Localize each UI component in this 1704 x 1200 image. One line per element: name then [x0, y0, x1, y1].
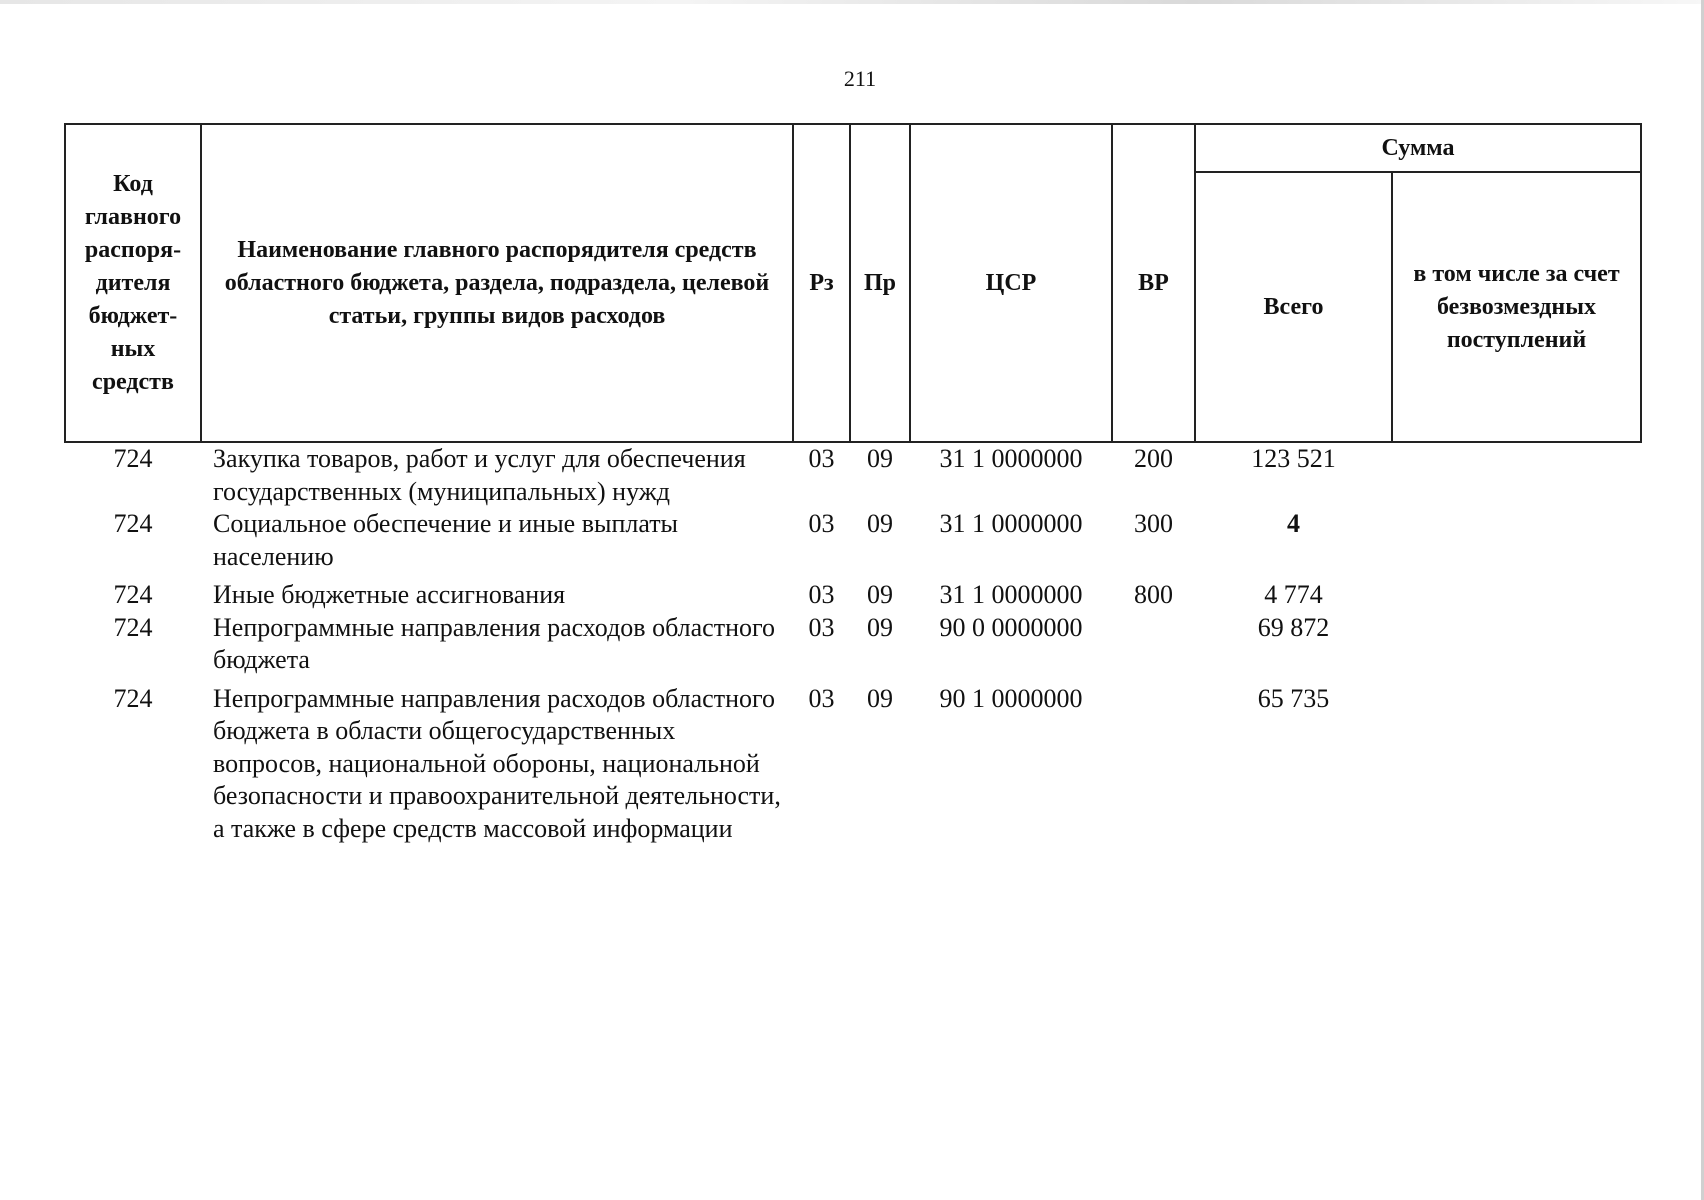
table-row	[65, 683, 1641, 846]
cell-vr: 200	[1134, 444, 1173, 473]
cell-name: Социальное обеспечение и иные выплаты населению	[213, 509, 679, 571]
table-row	[65, 612, 1641, 683]
table-row	[65, 579, 1641, 612]
header-pr: Пр	[850, 124, 910, 442]
header-name: Наименование главного распорядителя средств областного бюджета, раздела, подраздела, целевой статьи, группы видов расходов	[201, 124, 793, 442]
cell-pr: 09	[867, 683, 893, 713]
cell-pr: 09	[867, 612, 893, 642]
cell-grants	[1392, 579, 1641, 612]
cell-pr: 09	[867, 509, 893, 538]
cell-rz: 03	[808, 509, 835, 538]
cell-grants	[1392, 442, 1641, 508]
table-header	[65, 124, 1641, 442]
header-csr: ЦСР	[910, 124, 1112, 442]
cell-csr: 31 1 0000000	[939, 580, 1083, 609]
cell-code: 724	[113, 580, 153, 609]
cell-name: Непрограммные направления расходов областного бюджета	[213, 612, 775, 674]
header-vr: ВР	[1112, 124, 1195, 442]
cell-grants	[1392, 612, 1641, 683]
cell-csr: 90 1 0000000	[939, 683, 1083, 713]
cell-vr: 800	[1134, 580, 1173, 609]
cell-pr: 09	[867, 580, 893, 609]
cell-name: Закупка товаров, работ и услуг для обеспечения государственных (муниципальных) нужд	[213, 444, 746, 506]
cell-total: 4	[1287, 509, 1300, 538]
cell-total: 65 735	[1257, 683, 1330, 713]
cell-csr: 31 1 0000000	[939, 509, 1083, 538]
cell-total: 4 774	[1264, 580, 1323, 609]
header-sum: Сумма	[1195, 124, 1641, 172]
cell-grants	[1392, 508, 1641, 579]
header-grants: в том числе за счет безвозмездных поступлений	[1392, 172, 1641, 442]
table-row	[65, 442, 1641, 508]
cell-vr	[1112, 683, 1195, 846]
cell-csr: 90 0 0000000	[939, 612, 1083, 642]
cell-code: 724	[113, 683, 153, 713]
cell-rz: 03	[808, 580, 835, 609]
cell-code: 724	[113, 612, 153, 642]
cell-grants	[1392, 683, 1641, 846]
cell-csr: 31 1 0000000	[939, 444, 1083, 473]
header-total: Всего	[1195, 172, 1392, 442]
cell-vr: 300	[1134, 509, 1173, 538]
cell-vr	[1112, 612, 1195, 683]
table-body	[65, 442, 1641, 845]
cell-code: 724	[113, 509, 153, 538]
cell-rz: 03	[808, 444, 835, 473]
scan-edge-top	[0, 0, 1704, 4]
header-code: Код главного распоря-дителя бюджет-ных средств	[65, 124, 201, 442]
cell-pr: 09	[867, 444, 893, 473]
cell-rz: 03	[808, 612, 835, 642]
cell-name: Иные бюджетные ассигнования	[213, 580, 566, 609]
table-row	[65, 508, 1641, 579]
header-rz: Рз	[793, 124, 850, 442]
page-number: 211	[843, 66, 877, 91]
cell-total: 69 872	[1257, 612, 1330, 642]
cell-total: 123 521	[1251, 444, 1336, 473]
cell-rz: 03	[808, 683, 835, 713]
cell-code: 724	[113, 444, 153, 473]
budget-table	[64, 123, 1642, 845]
cell-name: Непрограммные направления расходов областного бюджета в области общегосударственных вопросов, национальной обороны, национальной безопасности и правоохранительной деятельности, а также в сфере средств массовой информации	[213, 683, 781, 843]
